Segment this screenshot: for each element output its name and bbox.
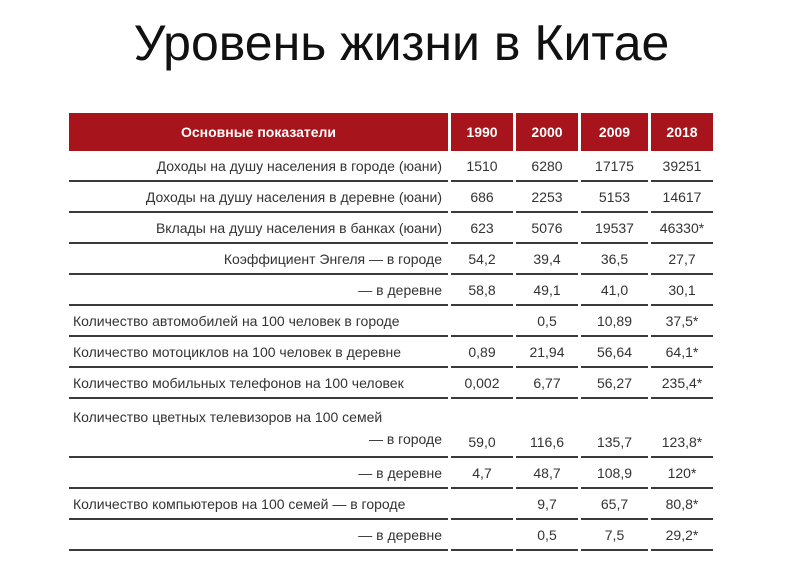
cell-value: 59,0 <box>451 399 513 458</box>
cell-value: 65,7 <box>581 489 648 520</box>
cell-value: 0,89 <box>451 337 513 368</box>
cell-value: 9,7 <box>516 489 578 520</box>
cell-value: 235,4* <box>651 368 713 399</box>
row-label: — в деревне <box>69 520 448 551</box>
cell-value: 39,4 <box>516 244 578 275</box>
cell-value: 4,7 <box>451 458 513 489</box>
cell-value: 27,7 <box>651 244 713 275</box>
cell-value <box>451 306 513 337</box>
cell-value: 10,89 <box>581 306 648 337</box>
header-year-1990: 1990 <box>451 113 513 151</box>
cell-value: 135,7 <box>581 399 648 458</box>
cell-value: 21,94 <box>516 337 578 368</box>
table-row <box>69 306 713 337</box>
cell-value: 19537 <box>581 213 648 244</box>
cell-value <box>451 489 513 520</box>
page-title: Уровень жизни в Китае <box>133 15 670 71</box>
cell-value: 30,1 <box>651 275 713 306</box>
cell-value: 0,5 <box>516 306 578 337</box>
table-row <box>69 244 713 275</box>
cell-value: 17175 <box>581 151 648 182</box>
table-row <box>69 213 713 244</box>
cell-value: 64,1* <box>651 337 713 368</box>
cell-value: 5153 <box>581 182 648 213</box>
cell-value: 0,5 <box>516 520 578 551</box>
indicators-table <box>66 113 716 551</box>
cell-value: 41,0 <box>581 275 648 306</box>
cell-value: 5076 <box>516 213 578 244</box>
row-label: Количество автомобилей на 100 человек в городе <box>69 306 448 337</box>
cell-value: 36,5 <box>581 244 648 275</box>
table-row <box>69 275 713 306</box>
cell-value: 58,8 <box>451 275 513 306</box>
cell-value: 7,5 <box>581 520 648 551</box>
row-label: Коэффициент Энгеля — в городе <box>69 244 448 275</box>
cell-value: 108,9 <box>581 458 648 489</box>
cell-value: 1510 <box>451 151 513 182</box>
row-label: Количество компьютеров на 100 семей — в городе <box>69 489 448 520</box>
cell-value: 56,27 <box>581 368 648 399</box>
row-label: — в деревне <box>69 275 448 306</box>
cell-value: 116,6 <box>516 399 578 458</box>
row-label: Количество мобильных телефонов на 100 человек <box>69 368 448 399</box>
row-label: — в деревне <box>69 458 448 489</box>
table-row <box>69 337 713 368</box>
cell-value: 6280 <box>516 151 578 182</box>
row-label-line1: Количество цветных телевизоров на 100 семей <box>73 409 383 425</box>
cell-value: 54,2 <box>451 244 513 275</box>
table-row <box>69 368 713 399</box>
table-header-row <box>69 113 713 151</box>
header-year-2000: 2000 <box>516 113 578 151</box>
cell-value: 2253 <box>516 182 578 213</box>
cell-value: 56,64 <box>581 337 648 368</box>
table-row <box>69 182 713 213</box>
header-year-2018: 2018 <box>651 113 713 151</box>
row-label: Количество мотоциклов на 100 человек в деревне <box>69 337 448 368</box>
header-year-2009: 2009 <box>581 113 648 151</box>
row-label: Вклады на душу населения в банках (юани) <box>69 213 448 244</box>
cell-value: 120* <box>651 458 713 489</box>
cell-value: 686 <box>451 182 513 213</box>
row-label: Доходы на душу населения в деревне (юани) <box>69 182 448 213</box>
row-label <box>69 399 448 458</box>
table-row <box>69 489 713 520</box>
cell-value: 0,002 <box>451 368 513 399</box>
cell-value: 46330* <box>651 213 713 244</box>
cell-value: 623 <box>451 213 513 244</box>
cell-value: 6,77 <box>516 368 578 399</box>
table-row <box>69 458 713 489</box>
cell-value: 48,7 <box>516 458 578 489</box>
cell-value: 29,2* <box>651 520 713 551</box>
cell-value: 123,8* <box>651 399 713 458</box>
cell-value: 39251 <box>651 151 713 182</box>
cell-value <box>451 520 513 551</box>
cell-value: 49,1 <box>516 275 578 306</box>
table-row <box>69 520 713 551</box>
cell-value: 80,8* <box>651 489 713 520</box>
table-row <box>69 399 713 458</box>
cell-value: 14617 <box>651 182 713 213</box>
header-indicators: Основные показатели <box>69 113 448 151</box>
row-label: Доходы на душу населения в городе (юани) <box>69 151 448 182</box>
cell-value: 37,5* <box>651 306 713 337</box>
row-label-line2: — в городе <box>368 431 442 447</box>
table-row <box>69 151 713 182</box>
